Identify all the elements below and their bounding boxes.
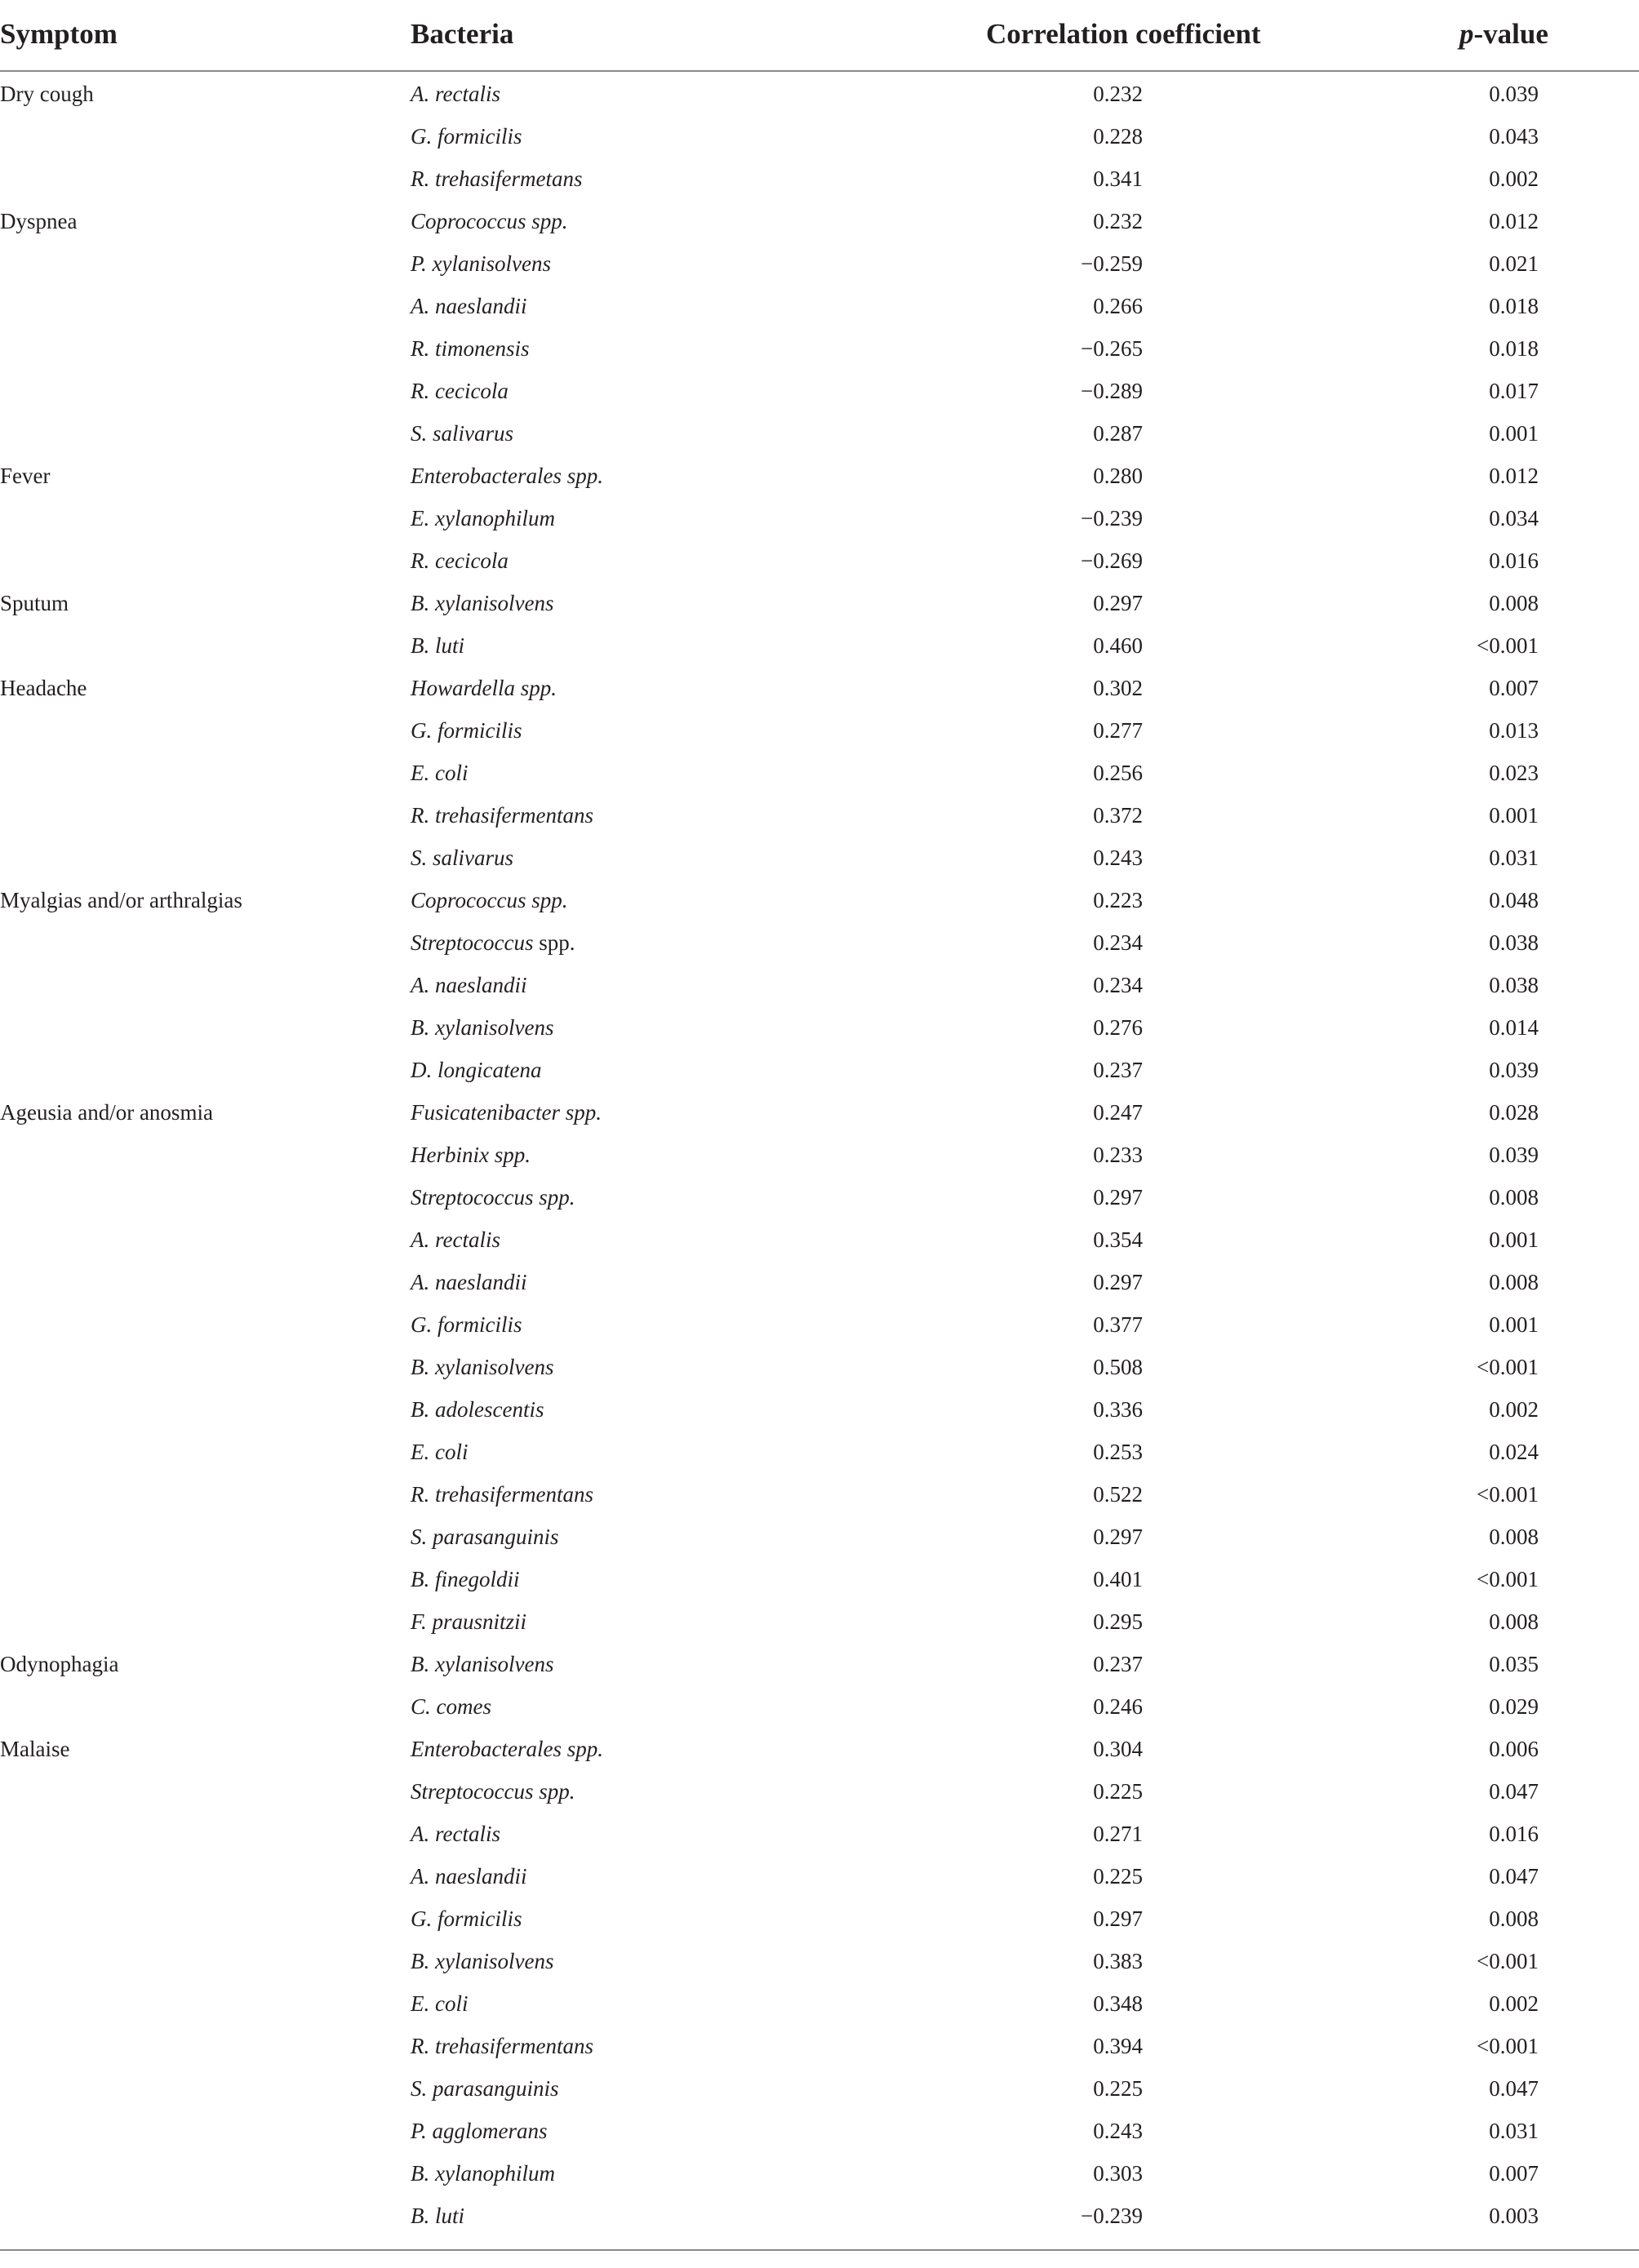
p-value-cell: 0.001 [1489, 1312, 1539, 1337]
symptom-cell: Sputum [0, 591, 69, 615]
p-value-cell: 0.018 [1489, 294, 1539, 318]
symptom-cell: Malaise [0, 1737, 70, 1761]
correlation-cell: 0.256 [1093, 761, 1143, 785]
table-row [0, 496, 1639, 539]
p-value-cell: 0.008 [1489, 591, 1539, 615]
table-row [0, 1812, 1639, 1854]
correlation-cell: 0.297 [1093, 1185, 1143, 1209]
p-value-cell: 0.008 [1489, 1525, 1539, 1549]
bacteria-cell [411, 1015, 553, 1041]
bacteria-name: A. rectalis [411, 1822, 500, 1846]
bacteria-name: R. trehasifermentans [411, 1482, 593, 1507]
bacteria-cell [411, 2034, 593, 2059]
p-value-cell: 0.001 [1489, 1227, 1539, 1252]
bacteria-name: S. parasanguinis [411, 2076, 559, 2101]
correlation-cell: 0.302 [1093, 676, 1143, 700]
bacteria-cell [411, 294, 527, 319]
bacteria-name: D. longicatena [411, 1058, 542, 1082]
p-value-cell: 0.001 [1489, 421, 1539, 446]
p-value-cell: 0.038 [1489, 973, 1539, 997]
table-row [0, 1090, 1639, 1133]
p-value-cell: 0.007 [1489, 676, 1539, 700]
bacteria-name: B. xylanophilum [411, 2161, 555, 2186]
table-row [0, 2151, 1639, 2194]
table-header [0, 0, 1639, 72]
bacteria-name: S. parasanguinis [411, 1525, 559, 1549]
bacteria-cell [411, 1397, 544, 1422]
header-bacteria: Bacteria [411, 18, 514, 50]
p-value-cell: <0.001 [1477, 1482, 1539, 1507]
table-row [0, 666, 1639, 708]
bacteria-cell [411, 1440, 468, 1465]
correlation-cell: 0.253 [1093, 1440, 1143, 1464]
table-row [0, 708, 1639, 751]
symptom-cell: Ageusia and/or anosmia [0, 1100, 213, 1125]
table-row [0, 1175, 1639, 1218]
table-row [0, 793, 1639, 836]
table-row [0, 1939, 1639, 1982]
p-value-cell: 0.047 [1489, 1779, 1539, 1804]
bacteria-cell [411, 761, 468, 786]
correlation-cell: 0.232 [1093, 82, 1143, 106]
correlation-cell: 0.277 [1093, 718, 1143, 743]
symptom-cell: Dyspnea [0, 209, 78, 233]
bacteria-cell [411, 506, 555, 531]
table-row [0, 2066, 1639, 2109]
table-row [0, 1260, 1639, 1303]
table-row [0, 157, 1639, 199]
correlation-cell: 0.295 [1093, 1609, 1143, 1634]
table-row [0, 1430, 1639, 1472]
table-row [0, 963, 1639, 1005]
correlation-cell: 0.280 [1093, 464, 1143, 488]
correlation-cell: 0.287 [1093, 421, 1143, 446]
correlation-cell: 0.354 [1093, 1227, 1143, 1252]
table-row [0, 1345, 1639, 1387]
p-value-cell: 0.008 [1489, 1906, 1539, 1931]
p-value-cell: 0.031 [1489, 2119, 1539, 2143]
correlation-cell: −0.265 [1081, 336, 1143, 361]
correlation-cell: 0.237 [1093, 1058, 1143, 1082]
bacteria-name: R. trehasifermentans [411, 2034, 593, 2058]
correlation-cell: 0.237 [1093, 1652, 1143, 1676]
bacteria-name: A. rectalis [411, 1227, 500, 1252]
table-bottom-rule [0, 2249, 1639, 2251]
bacteria-cell [411, 2204, 464, 2229]
p-value-cell: 0.016 [1489, 548, 1539, 573]
symptom-cell: Headache [0, 676, 87, 700]
bacteria-name: B. luti [411, 2204, 464, 2228]
table-row [0, 326, 1639, 369]
p-value-cell: 0.039 [1489, 1143, 1539, 1167]
header-symptom: Symptom [0, 18, 118, 50]
bacteria-name: Coprococcus spp. [411, 209, 568, 233]
symptom-cell: Odynophagia [0, 1652, 119, 1676]
bacteria-name: B. xylanisolvens [411, 1949, 554, 1973]
table-row [0, 921, 1639, 963]
bacteria-cell [411, 2161, 555, 2186]
table-row [0, 1387, 1639, 1430]
table-row [0, 199, 1639, 242]
bacteria-cell [411, 209, 567, 234]
p-value-cell: 0.039 [1489, 82, 1539, 106]
bacteria-cell [411, 1227, 500, 1253]
bacteria-name: C. comes [411, 1694, 491, 1719]
bacteria-name: F. prausnitzii [411, 1609, 527, 1634]
correlation-cell: −0.239 [1081, 506, 1143, 530]
bacteria-cell [411, 464, 603, 489]
bacteria-name: R. trehasifermentans [411, 803, 593, 828]
bacteria-name: R. trehasifermetans [411, 166, 583, 191]
bacteria-cell [411, 336, 530, 362]
correlation-cell: 0.341 [1093, 166, 1143, 191]
bacteria-name: Howardella spp. [411, 676, 557, 700]
p-value-cell: 0.031 [1489, 846, 1539, 870]
bacteria-cell [411, 1143, 531, 1168]
bacteria-cell [411, 676, 557, 701]
symptom-cell: Fever [0, 464, 51, 488]
bacteria-cell [411, 1822, 500, 1847]
table-row [0, 369, 1639, 411]
table-row [0, 878, 1639, 921]
table-row [0, 1982, 1639, 2024]
bacteria-name: B. adolescentis [411, 1397, 544, 1422]
bacteria-name: B. finegoldii [411, 1567, 520, 1591]
p-value-cell: <0.001 [1477, 633, 1539, 658]
bacteria-cell [411, 1737, 603, 1762]
bacteria-name: Herbinix spp. [411, 1143, 531, 1167]
p-value-cell: 0.029 [1489, 1694, 1539, 1719]
p-value-cell: 0.007 [1489, 2161, 1539, 2186]
header-correlation: Correlation coefficient [986, 18, 1261, 50]
correlation-cell: 0.348 [1093, 1991, 1143, 2016]
bacteria-cell [411, 1609, 526, 1635]
correlation-cell: 0.297 [1093, 1525, 1143, 1549]
table-row [0, 114, 1639, 157]
p-value-cell: 0.047 [1489, 2076, 1539, 2101]
p-value-cell: 0.014 [1489, 1015, 1539, 1040]
bacteria-name: R. cecicola [411, 379, 509, 403]
bacteria-cell [411, 1482, 593, 1507]
table-row [0, 1218, 1639, 1260]
bacteria-name: A. rectalis [411, 82, 500, 106]
bacteria-cell [411, 1906, 522, 1932]
bacteria-cell [411, 1058, 541, 1083]
bacteria-cell [411, 1100, 602, 1125]
p-value-cell: 0.021 [1489, 251, 1539, 276]
bacteria-name: P. agglomerans [411, 2119, 548, 2143]
p-value-cell: <0.001 [1477, 2034, 1539, 2058]
correlation-cell: −0.259 [1081, 251, 1143, 276]
correlation-cell: 0.233 [1093, 1143, 1143, 1167]
table-row [0, 751, 1639, 793]
correlation-cell: 0.243 [1093, 2119, 1143, 2143]
bacteria-name: E. xylanophilum [411, 506, 555, 530]
bacteria-name: G. formicilis [411, 1312, 522, 1337]
bacteria-name: B. xylanisolvens [411, 1015, 554, 1040]
bacteria-cell [411, 1864, 527, 1889]
correlation-cell: 0.377 [1093, 1312, 1143, 1337]
correlation-cell: 0.460 [1093, 633, 1143, 658]
p-value-cell: <0.001 [1477, 1355, 1539, 1379]
p-value-cell: 0.012 [1489, 209, 1539, 233]
table-row [0, 2024, 1639, 2066]
bacteria-name: G. formicilis [411, 124, 522, 149]
p-value-cell: 0.002 [1489, 1397, 1539, 1422]
correlation-cell: 0.297 [1093, 1906, 1143, 1931]
p-value-cell: 0.047 [1489, 1864, 1539, 1889]
table-row [0, 1600, 1639, 1642]
p-value-cell: 0.017 [1489, 379, 1539, 403]
bacteria-cell [411, 973, 527, 998]
table-row [0, 1642, 1639, 1684]
p-value-cell: <0.001 [1477, 1949, 1539, 1973]
table-row [0, 1854, 1639, 1897]
bacteria-cell [411, 82, 500, 107]
bacteria-name: E. coli [411, 1991, 469, 2016]
bacteria-cell [411, 1525, 559, 1550]
p-value-cell: 0.035 [1489, 1652, 1539, 1676]
bacteria-cell [411, 2076, 559, 2102]
bacteria-name: A. naeslandii [411, 1270, 527, 1294]
correlation-cell: 0.243 [1093, 846, 1143, 870]
correlation-cell: 0.372 [1093, 803, 1143, 828]
table-row [0, 242, 1639, 284]
p-value-cell: 0.034 [1489, 506, 1539, 530]
header-p-rest: -value [1473, 18, 1548, 50]
correlation-cell: −0.289 [1081, 379, 1143, 403]
table-row [0, 2194, 1639, 2236]
bacteria-name: G. formicilis [411, 718, 522, 743]
table-row [0, 1727, 1639, 1769]
correlation-cell: 0.225 [1093, 1779, 1143, 1804]
table-row [0, 1303, 1639, 1345]
table-row [0, 2109, 1639, 2151]
correlation-cell: 0.246 [1093, 1694, 1143, 1719]
bacteria-name: Streptococcus spp. [411, 1779, 575, 1804]
bacteria-cell [411, 251, 551, 277]
bacteria-name: Streptococcus spp. [411, 1185, 575, 1209]
bacteria-name: Enterobacterales spp. [411, 464, 603, 488]
correlation-cell: 0.223 [1093, 888, 1143, 912]
p-value-cell: 0.038 [1489, 930, 1539, 955]
table-row [0, 1769, 1639, 1812]
table-row [0, 836, 1639, 878]
bacteria-name: R. timonensis [411, 336, 530, 361]
correlation-cell: 0.303 [1093, 2161, 1143, 2186]
correlation-cell: 0.247 [1093, 1100, 1143, 1125]
table-row [0, 1557, 1639, 1600]
bacteria-cell [411, 846, 513, 871]
table-row [0, 1897, 1639, 1939]
p-value-cell: 0.024 [1489, 1440, 1539, 1464]
bacteria-name: Coprococcus spp. [411, 888, 568, 912]
correlation-cell: 0.232 [1093, 209, 1143, 233]
correlation-cell: 0.508 [1093, 1355, 1143, 1379]
p-value-cell: 0.039 [1489, 1058, 1539, 1082]
p-value-cell: 0.008 [1489, 1185, 1539, 1209]
table-row [0, 454, 1639, 496]
symptom-cell: Dry cough [0, 82, 94, 106]
bacteria-cell [411, 803, 593, 828]
bacteria-name: Enterobacterales spp. [411, 1737, 603, 1761]
header-p-value [1459, 18, 1548, 51]
bacteria-cell [411, 124, 522, 149]
bacteria-cell [411, 1270, 527, 1295]
p-value-cell: 0.002 [1489, 1991, 1539, 2016]
table-row [0, 284, 1639, 326]
p-value-cell: 0.043 [1489, 124, 1539, 149]
bacteria-name: P. xylanisolvens [411, 251, 551, 276]
bacteria-cell [411, 1567, 519, 1592]
header-p-letter: p [1459, 18, 1474, 50]
bacteria-name: A. naeslandii [411, 294, 527, 318]
bacteria-cell [411, 930, 575, 956]
bacteria-name: A. naeslandii [411, 1864, 527, 1889]
bacteria-suffix: spp. [533, 930, 575, 955]
bacteria-cell [411, 1991, 468, 2017]
bacteria-name: S. salivarus [411, 846, 514, 870]
p-value-cell: 0.048 [1489, 888, 1539, 912]
correlation-cell: 0.522 [1093, 1482, 1143, 1507]
correlation-cell: 0.336 [1093, 1397, 1143, 1422]
bacteria-cell [411, 166, 582, 192]
bacteria-name: A. naeslandii [411, 973, 527, 997]
correlation-cell: 0.271 [1093, 1822, 1143, 1846]
correlation-cell: 0.234 [1093, 930, 1143, 955]
p-value-cell: 0.013 [1489, 718, 1539, 743]
bacteria-cell [411, 1779, 575, 1804]
table-row [0, 539, 1639, 581]
bacteria-cell [411, 1949, 553, 1974]
table-row [0, 581, 1639, 624]
p-value-cell: 0.002 [1489, 166, 1539, 191]
correlation-cell: 0.276 [1093, 1015, 1143, 1040]
bacteria-name: Fusicatenibacter spp. [411, 1100, 602, 1125]
bacteria-cell [411, 1312, 522, 1338]
bacteria-cell [411, 633, 464, 659]
bacteria-name: B. xylanisolvens [411, 591, 554, 615]
bacteria-cell [411, 379, 509, 404]
bacteria-name: B. xylanisolvens [411, 1355, 554, 1379]
table-row [0, 72, 1639, 114]
correlation-cell: −0.269 [1081, 548, 1143, 573]
correlation-cell: 0.383 [1093, 1949, 1143, 1973]
table-row [0, 1048, 1639, 1090]
table-body [0, 72, 1639, 2236]
bacteria-cell [411, 888, 567, 913]
bacteria-cell [411, 718, 522, 743]
correlation-cell: 0.225 [1093, 2076, 1143, 2101]
table-row [0, 1684, 1639, 1727]
p-value-cell: 0.028 [1489, 1100, 1539, 1125]
correlation-cell: 0.401 [1093, 1567, 1143, 1591]
bacteria-name: S. salivarus [411, 421, 514, 446]
bacteria-name: R. cecicola [411, 548, 509, 573]
table-row [0, 411, 1639, 454]
p-value-cell: 0.003 [1489, 2204, 1539, 2228]
p-value-cell: 0.008 [1489, 1609, 1539, 1634]
bacteria-cell [411, 1185, 575, 1210]
p-value-cell: 0.012 [1489, 464, 1539, 488]
bacteria-name: E. coli [411, 761, 469, 785]
p-value-cell: <0.001 [1477, 1567, 1539, 1591]
bacteria-name: B. xylanisolvens [411, 1652, 554, 1676]
table-row [0, 1472, 1639, 1515]
table-row [0, 1005, 1639, 1048]
table-row [0, 624, 1639, 666]
table-row [0, 1515, 1639, 1557]
p-value-cell: 0.008 [1489, 1270, 1539, 1294]
correlation-cell: 0.266 [1093, 294, 1143, 318]
correlation-cell: 0.225 [1093, 1864, 1143, 1889]
bacteria-name: G. formicilis [411, 1906, 522, 1931]
correlation-cell: 0.228 [1093, 124, 1143, 149]
correlation-cell: −0.239 [1081, 2204, 1143, 2228]
p-value-cell: 0.006 [1489, 1737, 1539, 1761]
correlation-cell: 0.297 [1093, 591, 1143, 615]
bacteria-cell [411, 421, 513, 446]
bacteria-cell [411, 1355, 553, 1380]
symptom-cell: Myalgias and/or arthralgias [0, 888, 242, 912]
bacteria-cell [411, 591, 553, 616]
bacteria-cell [411, 1694, 491, 1720]
p-value-cell: 0.023 [1489, 761, 1539, 785]
bacteria-name: E. coli [411, 1440, 469, 1464]
p-value-cell: 0.016 [1489, 1822, 1539, 1846]
p-value-cell: 0.001 [1489, 803, 1539, 828]
p-value-cell: 0.018 [1489, 336, 1539, 361]
table-row [0, 1133, 1639, 1175]
correlation-cell: 0.297 [1093, 1270, 1143, 1294]
bacteria-name: Streptococcus [411, 930, 534, 955]
correlation-cell: 0.304 [1093, 1737, 1143, 1761]
correlation-cell: 0.234 [1093, 973, 1143, 997]
bacteria-cell [411, 548, 509, 574]
bacteria-cell [411, 1652, 553, 1677]
bacteria-name: B. luti [411, 633, 464, 658]
correlation-cell: 0.394 [1093, 2034, 1143, 2058]
bacteria-cell [411, 2119, 548, 2144]
